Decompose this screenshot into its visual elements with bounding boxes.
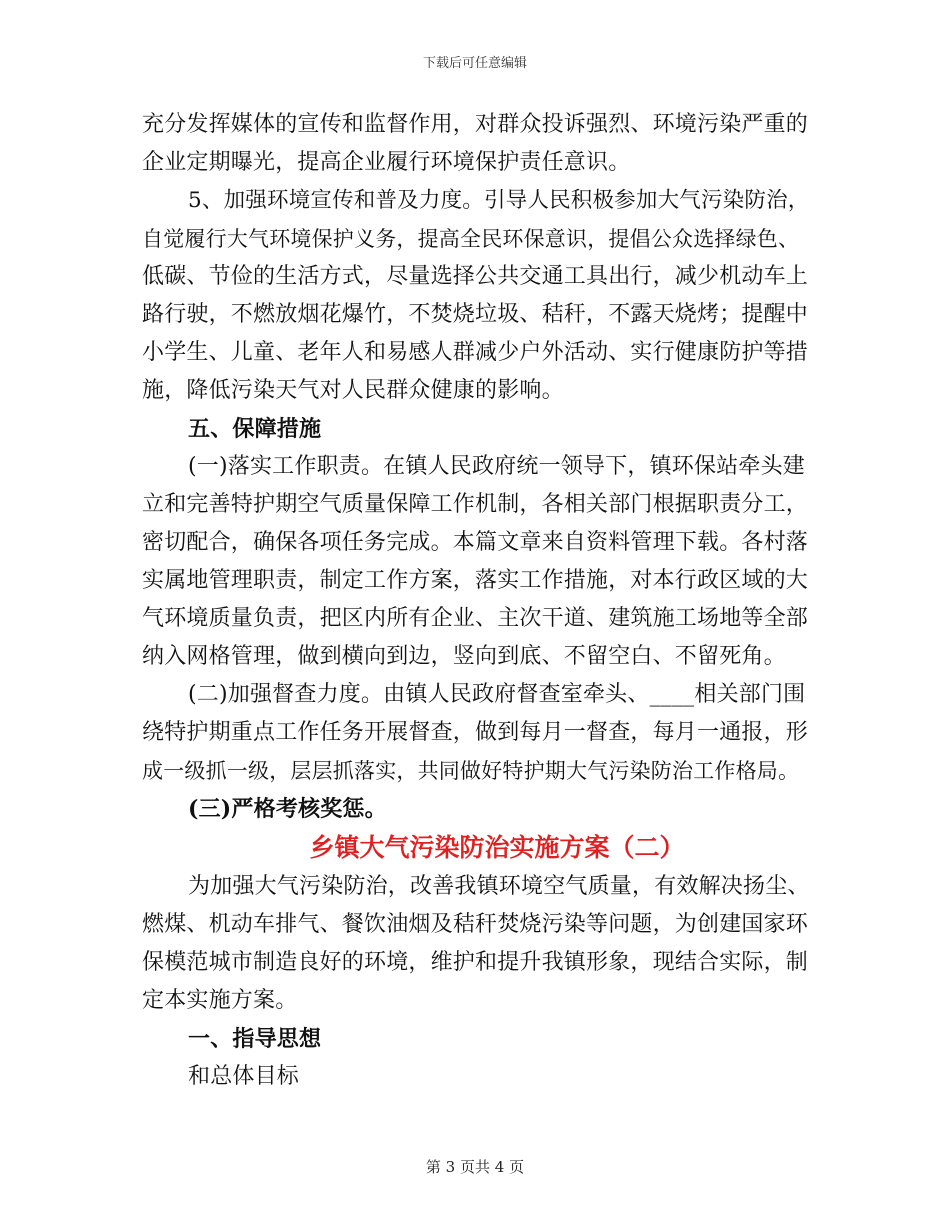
text-line: 立和完善特护期空气质量保障工作机制，各相关部门根据职责分工， <box>142 492 809 517</box>
text-line: 路行驶，不燃放烟花爆竹，不焚烧垃圾、秸秆，不露天烧烤；提醒中 <box>142 302 809 327</box>
text-line: 绕特护期重点工作任务开展督查，做到每月一督查，每月一通报，形 <box>142 720 809 745</box>
page-footer: 第 3 页共 4 页 <box>425 1158 525 1176</box>
text-line: 实属地管理职责，制定工作方案，落实工作措施，对本行政区域的大 <box>142 568 809 593</box>
text-line: 5、加强环境宣传和普及力度。引导人民积极参加大气污染防治， <box>188 188 810 213</box>
text-line: (三)严格考核奖惩。 <box>188 796 387 822</box>
text-line: 低碳、节俭的生活方式，尽量选择公共交通工具出行，减少机动车上 <box>142 264 809 289</box>
text-line: 为加强大气污染防治，改善我镇环境空气质量，有效解决扬尘、 <box>188 874 810 899</box>
text-line: (一)落实工作职责。在镇人民政府统一领导下，镇环保站牵头建 <box>188 454 805 479</box>
text-line: 成一级抓一级，层层抓落实，共同做好特护期大气污染防治工作格局。 <box>142 759 800 783</box>
section-heading: 一、指导思想 <box>188 1026 322 1052</box>
text-line: 小学生、儿童、老年人和易感人群减少户外活动、实行健康防护等措 <box>142 340 809 365</box>
document-body <box>142 106 812 1096</box>
text-line: 燃煤、机动车排气、餐饮油烟及秸秆焚烧污染等问题，为创建国家环 <box>142 912 809 937</box>
text-line: 施，降低污染天气对人民群众健康的影响。 <box>142 378 564 403</box>
text-line: 充分发挥媒体的宣传和监督作用，对群众投诉强烈、环境污染严重的 <box>142 112 809 137</box>
page-header: 下载后可任意编辑 <box>422 56 527 71</box>
text-line: 自觉履行大气环境保护义务，提高全民环保意识，提倡公众选择绿色、 <box>142 227 800 251</box>
section-title: 乡镇大气污染防治实施方案（二） <box>309 833 685 862</box>
text-line: 纳入网格管理，做到横向到边，竖向到底、不留空白、不留死角。 <box>142 644 786 669</box>
text-line: 定本实施方案。 <box>142 988 298 1013</box>
text-line: 企业定期曝光，提高企业履行环境保护责任意识。 <box>142 150 631 175</box>
section-heading: 五、保障措施 <box>188 416 322 442</box>
text-line: 和总体目标 <box>188 1064 300 1089</box>
text-line: 保模范城市制造良好的环境，维护和提升我镇形象，现结合实际，制 <box>142 950 809 975</box>
text-line: 气环境质量负责，把区内所有企业、主次干道、建筑施工场地等全部 <box>142 606 809 631</box>
text-line: 密切配合，确保各项任务完成。本篇文章来自资料管理下载。各村落 <box>142 530 809 555</box>
text-line: (二)加强督查力度。由镇人民政府督查室牵头、____相关部门围 <box>188 682 806 707</box>
